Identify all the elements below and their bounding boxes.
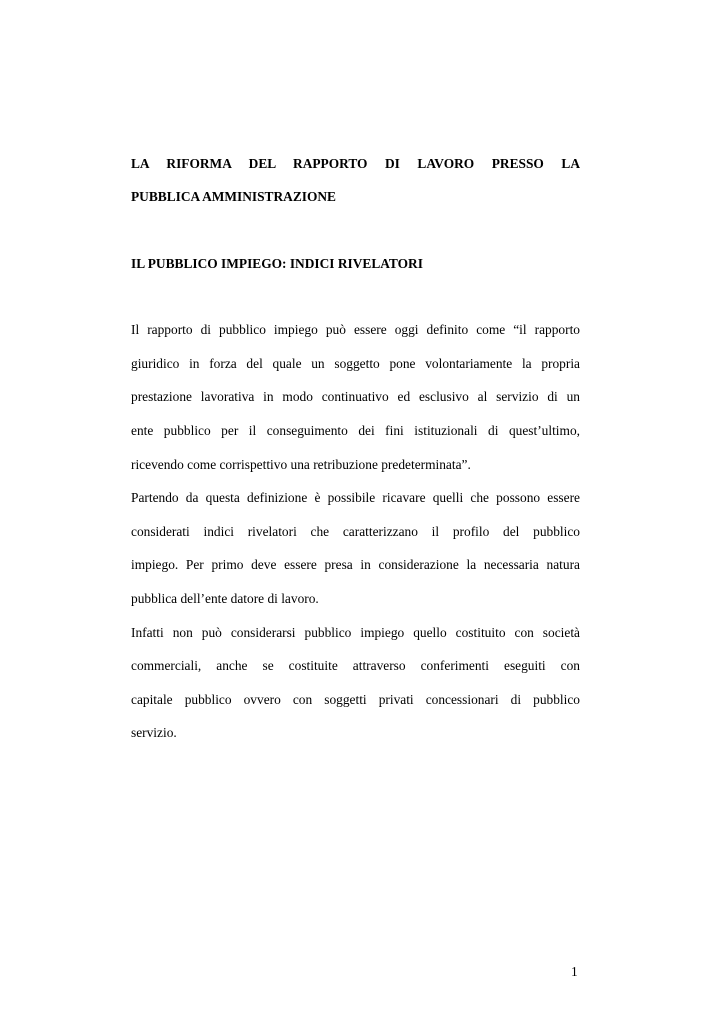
- paragraph-line: pubblica dell’ente datore di lavoro.: [131, 590, 319, 606]
- paragraph-line: considerati indici rivelatori che caratterizzano il profilo del pubblico: [131, 523, 580, 539]
- page-content: [131, 147, 580, 750]
- paragraph-line: ente pubblico per il conseguimento dei fini istituzionali di quest’ultimo,: [131, 423, 580, 438]
- page-number: 1: [571, 964, 578, 979]
- paragraph-1: [131, 313, 580, 481]
- paragraph-line: impiego. Per primo deve essere presa in considerazione la necessaria natura: [131, 557, 580, 573]
- paragraph-line: Partendo da questa definizione è possibile ricavare quelli che possono essere: [131, 490, 580, 506]
- paragraph-line: capitale pubblico ovvero con soggetti privati concessionari di pubblico: [131, 691, 580, 707]
- document-title-line-2: PUBBLICA AMMINISTRAZIONE: [131, 189, 336, 205]
- document-title-line-1: LA RIFORMA DEL RAPPORTO DI LAVORO PRESSO LA: [131, 156, 580, 171]
- section-heading: IL PUBBLICO IMPIEGO: INDICI RIVELATORI: [131, 255, 423, 271]
- paragraph-line: servizio.: [131, 725, 177, 741]
- paragraph-line: Il rapporto di pubblico impiego può essere oggi definito come “il rapporto: [131, 322, 580, 338]
- paragraph-line: prestazione lavorativa in modo continuativo ed esclusivo al servizio di un: [131, 389, 580, 405]
- paragraph-line: ricevendo come corrispettivo una retribuzione predeterminata”.: [131, 456, 471, 472]
- paragraph-line: giuridico in forza del quale un soggetto pone volontariamente la propria: [131, 355, 580, 371]
- paragraph-line: commerciali, anche se costituite attraverso conferimenti eseguiti con: [131, 658, 580, 674]
- paragraph-3: [131, 616, 580, 750]
- paragraph-line: Infatti non può considerarsi pubblico impiego quello costituito con società: [131, 624, 580, 640]
- paragraph-2: [131, 481, 580, 615]
- body-text: [131, 313, 580, 750]
